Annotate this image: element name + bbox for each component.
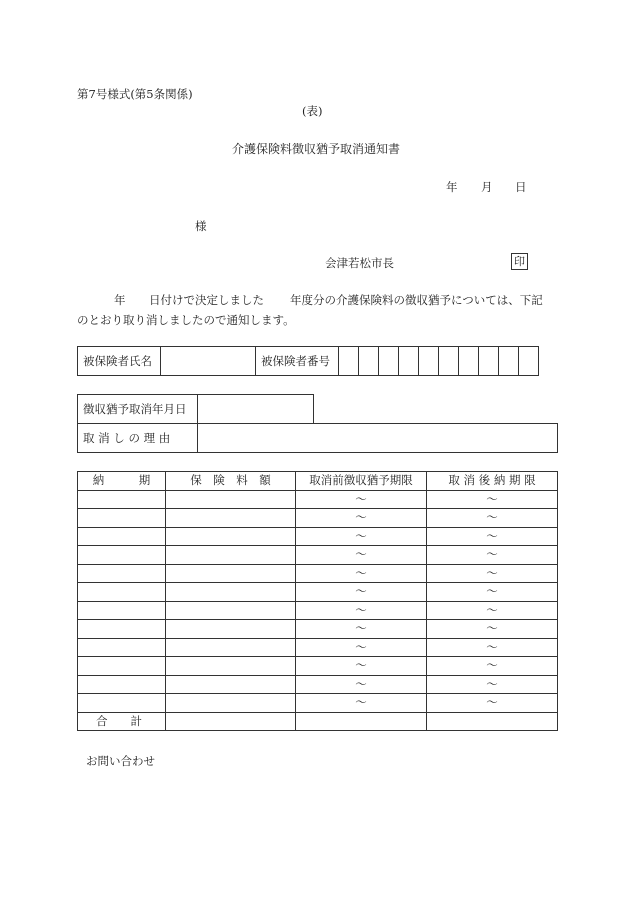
cancel-reason-field[interactable] [198, 424, 558, 453]
period-field[interactable] [78, 620, 166, 639]
before-deadline-field[interactable]: ～ [296, 675, 427, 694]
schedule-header-row [78, 472, 558, 491]
amount-field[interactable] [166, 694, 296, 713]
after-deadline-field[interactable]: ～ [427, 546, 558, 565]
contact-label: お問い合わせ [86, 754, 155, 768]
before-deadline-field[interactable]: ～ [296, 527, 427, 546]
schedule-row [78, 546, 558, 565]
amount-field[interactable] [166, 638, 296, 657]
body-fiscal-text: 年度分の介護保険料の徴収猶予については、下記 [290, 293, 543, 307]
period-field[interactable] [78, 564, 166, 583]
amount-field[interactable] [166, 583, 296, 602]
schedule-row [78, 601, 558, 620]
date-day: 日 [515, 180, 527, 194]
period-field[interactable] [78, 657, 166, 676]
before-deadline-field[interactable]: ～ [296, 601, 427, 620]
insured-number-digit[interactable] [339, 347, 359, 376]
total-after-field [427, 712, 558, 731]
schedule-row [78, 527, 558, 546]
form-side-label: (表) [302, 104, 323, 118]
after-deadline-field[interactable]: ～ [427, 601, 558, 620]
date-month: 月 [481, 180, 493, 194]
schedule-total-row [78, 712, 558, 731]
cancel-date-label: 徴収猶予取消年月日 [78, 395, 198, 424]
header-amount: 保 険 料 額 [166, 472, 296, 491]
body-date-text: 日付けで決定しました [149, 293, 264, 307]
header-before-deadline: 取消前徴収猶予期限 [296, 472, 427, 491]
body-line-2: のとおり取り消しましたので通知します。 [77, 313, 295, 327]
after-deadline-field[interactable]: ～ [427, 638, 558, 657]
before-deadline-field[interactable]: ～ [296, 620, 427, 639]
insured-name-label: 被保険者氏名 [78, 347, 161, 376]
insured-number-digit[interactable] [439, 347, 459, 376]
amount-field[interactable] [166, 601, 296, 620]
sender-name: 会津若松市長 [325, 256, 394, 270]
document-title: 介護保険料徴収猶予取消通知書 [232, 142, 401, 156]
amount-field[interactable] [166, 527, 296, 546]
schedule-row [78, 509, 558, 528]
after-deadline-field[interactable]: ～ [427, 675, 558, 694]
before-deadline-field[interactable]: ～ [296, 509, 427, 528]
amount-field[interactable] [166, 490, 296, 509]
date-year: 年 [446, 180, 458, 194]
payment-schedule-table [77, 471, 558, 731]
schedule-row [78, 638, 558, 657]
period-field[interactable] [78, 490, 166, 509]
schedule-row [78, 675, 558, 694]
period-field[interactable] [78, 583, 166, 602]
amount-field[interactable] [166, 620, 296, 639]
header-period: 納 期 [78, 472, 166, 491]
schedule-row [78, 620, 558, 639]
before-deadline-field[interactable]: ～ [296, 583, 427, 602]
insured-number-label: 被保険者番号 [256, 347, 339, 376]
schedule-row [78, 694, 558, 713]
before-deadline-field[interactable]: ～ [296, 546, 427, 565]
seal-stamp: 印 [511, 253, 528, 270]
header-after-deadline: 取 消 後 納 期 限 [427, 472, 558, 491]
after-deadline-field[interactable]: ～ [427, 509, 558, 528]
period-field[interactable] [78, 509, 166, 528]
form-number: 第7号様式(第5条関係) [77, 87, 193, 101]
amount-field[interactable] [166, 509, 296, 528]
after-deadline-field[interactable]: ～ [427, 694, 558, 713]
schedule-row [78, 564, 558, 583]
total-amount-field[interactable] [166, 712, 296, 731]
period-field[interactable] [78, 527, 166, 546]
period-field[interactable] [78, 601, 166, 620]
before-deadline-field[interactable]: ～ [296, 694, 427, 713]
period-field[interactable] [78, 638, 166, 657]
period-field[interactable] [78, 546, 166, 565]
before-deadline-field[interactable]: ～ [296, 564, 427, 583]
schedule-body [78, 490, 558, 712]
amount-field[interactable] [166, 546, 296, 565]
before-deadline-field[interactable]: ～ [296, 490, 427, 509]
after-deadline-field[interactable]: ～ [427, 657, 558, 676]
insured-number-digit[interactable] [479, 347, 499, 376]
insured-number-digit[interactable] [359, 347, 379, 376]
after-deadline-field[interactable]: ～ [427, 583, 558, 602]
insured-number-digit[interactable] [419, 347, 439, 376]
cancel-date-blank [314, 395, 558, 424]
insured-name-field[interactable] [161, 347, 256, 376]
before-deadline-field[interactable]: ～ [296, 638, 427, 657]
period-field[interactable] [78, 675, 166, 694]
schedule-row [78, 490, 558, 509]
total-label: 合 計 [78, 712, 166, 731]
cancel-date-field[interactable] [198, 395, 314, 424]
schedule-row [78, 657, 558, 676]
amount-field[interactable] [166, 657, 296, 676]
recipient-honorific: 様 [195, 219, 207, 233]
insured-number-digit[interactable] [459, 347, 479, 376]
amount-field[interactable] [166, 564, 296, 583]
period-field[interactable] [78, 694, 166, 713]
body-year: 年 [114, 293, 126, 307]
amount-field[interactable] [166, 675, 296, 694]
cancel-reason-label: 取 消 し の 理 由 [78, 424, 198, 453]
insured-number-digit[interactable] [399, 347, 419, 376]
insured-number-digit[interactable] [499, 347, 519, 376]
cancellation-table [77, 394, 558, 453]
total-before-field [296, 712, 427, 731]
insured-number-digit[interactable] [379, 347, 399, 376]
after-deadline-field[interactable]: ～ [427, 620, 558, 639]
after-deadline-field[interactable]: ～ [427, 490, 558, 509]
insured-number-digit[interactable] [519, 347, 539, 376]
before-deadline-field[interactable]: ～ [296, 657, 427, 676]
after-deadline-field[interactable]: ～ [427, 564, 558, 583]
schedule-row [78, 583, 558, 602]
insured-info-table [77, 346, 539, 376]
after-deadline-field[interactable]: ～ [427, 527, 558, 546]
